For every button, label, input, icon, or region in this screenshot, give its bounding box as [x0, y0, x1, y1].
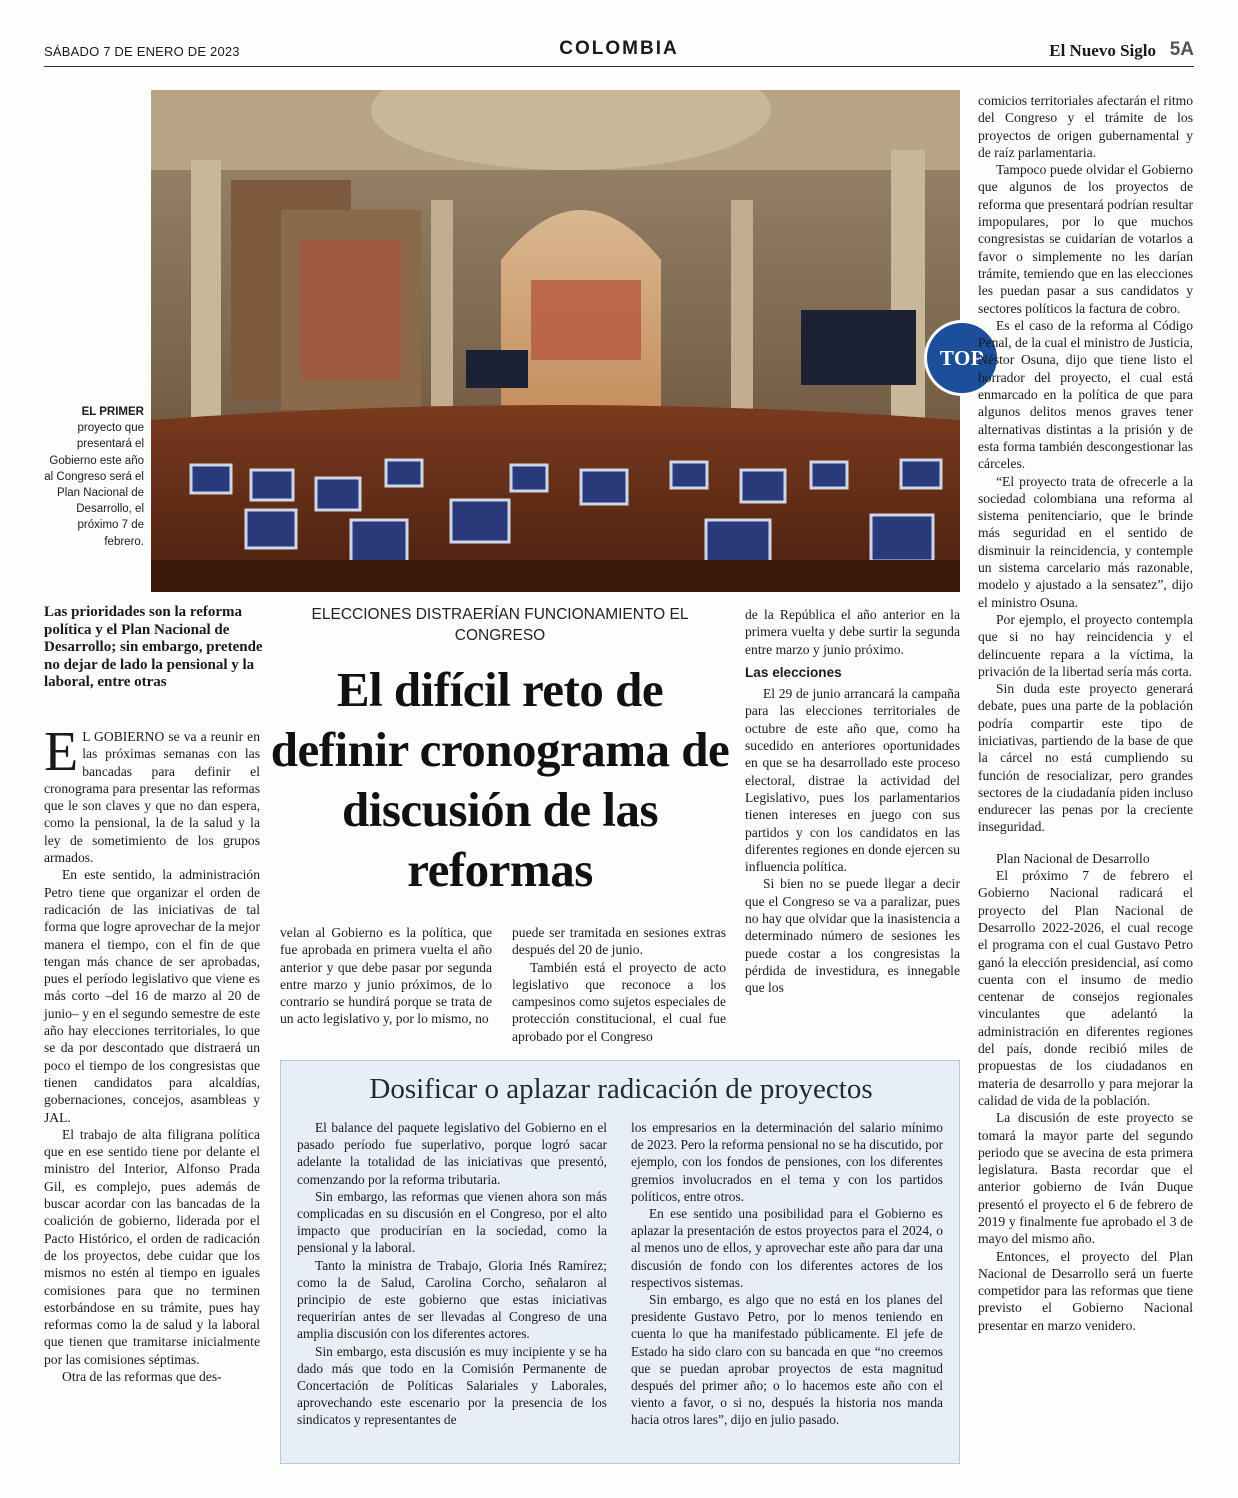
sidebar-column-right	[631, 1119, 943, 1429]
paragraph: Tampoco puede olvidar el Gobierno que algunos de los proyectos de reforma que presentará podrían resultar impopulares, por lo que muchos congresistas se cuidarían de votarlos a favor o simplemente no les darían trámite, temiendo que en las elecciones les puedan pasar a sus candidatos y sectores políticos la factura de cobro.	[978, 162, 1193, 316]
subhead-plan-nacional: Plan Nacional de Desarrollo	[996, 850, 1150, 866]
page-number: 5A	[1169, 39, 1194, 60]
paragraph: Entonces, el proyecto del Plan Nacional de Desarrollo será un fuerte competidor para las reformas que tiene previsto el Gobierno Nacional presentar en marzo venidero.	[978, 1248, 1193, 1333]
kicker: ELECCIONES DISTRAERÍAN FUNCIONAMIENTO EL CONGRESO	[311, 606, 689, 644]
sidebar-column-left	[297, 1119, 607, 1429]
column-2	[280, 924, 492, 1028]
header-rule	[44, 66, 1194, 67]
sidebar-box-title: Dosificar o aplazar radicación de proyectos	[369, 1073, 873, 1105]
paragraph: “El proyecto trata de ofrecerle a la sociedad colombiana una reforma al sistema penitenciario, que le brinde más seguridad en el sentido de disminuir la reincidencia, y contemple un sistema carcelario más razonable, modelo y ajustado a la sensatez”, dijo el ministro Osuna.	[978, 473, 1193, 610]
paragraph: Tanto la ministra de Trabajo, Gloria Inés Ramírez; como la de Salud, Carolina Corcho, señalaron al principio de este gobierno que estas iniciativas requerirían antes de ser llevadas al Congreso de una amplia discusión con los diferentes actores.	[297, 1257, 607, 1342]
sidebar-box	[280, 1060, 960, 1464]
section-title: COLOMBIA	[559, 38, 679, 59]
paragraph: puede ser tramitada en sesiones extras después del 20 de junio.	[512, 925, 726, 958]
paragraph: El 29 de junio arrancará la campaña para las elecciones territoriales de octubre de este año que, como ha sucedido en anteriores oportunidades en que se ha desarrollado este proceso electoral, distrae la actividad del Legislativo, pues los parlamentarios tienen intereses en juego con sus partidos y con los candidatos en las diferentes regiones en donde ejercen su influencia política.	[745, 686, 960, 875]
issue-date: SÁBADO 7 DE ENERO DE 2023	[44, 44, 240, 59]
paragraph: Sin embargo, esta discusión es muy incipiente y se ha dado más que todo en la Comisión Permanente de Concertación de Políticas Salariales y Laborales, aprovechando este escenario por la presencia de los sindicatos y representantes de	[297, 1343, 607, 1428]
dropcap: E	[44, 721, 79, 783]
paragraph: Sin duda este proyecto generará debate, pues una parte de la población podría compartir este tipo de iniciativas, partiendo de la base de que la cárcel no está cumpliendo su función de resocializar, pero grandes sectores de la ciudadanía piden incluso endurecer las penas por la creciente inseguridad.	[978, 681, 1193, 835]
paragraph: velan al Gobierno es la política, que fue aprobada en primera vuelta el año anterior y que debe pasar por segunda entre marzo y junio próximos, de lo contrario se hundirá porque se trata de un acto legislativo y, por lo mismo, no	[280, 925, 492, 1027]
headline: El difícil reto de definir cronograma de discusión de las reformas	[270, 662, 730, 897]
congress-photo	[151, 90, 960, 592]
paragraph: El balance del paquete legislativo del Gobierno en el pasado período fue superlativo, porque logró sacar adelante la totalidad de las iniciativas que presentó, comenzando por la reforma tributaria.	[297, 1120, 607, 1187]
column-3	[512, 924, 726, 1045]
paragraph: En ese sentido una posibilidad para el Gobierno es aplazar la presentación de estos proyectos para el 2024, o al menos uno de ellos, y aprovechar este año para dar una discusión de fondo con los diferentes actores de los respectivos sistemas.	[631, 1206, 943, 1290]
paragraph: de la República el año anterior en la primera vuelta y debe surtir la segunda entre marzo y junio próximo.	[745, 607, 960, 657]
paragraph: Es el caso de la reforma al Código Penal, de la cual el ministro de Justicia, Néstor Osuna, dijo que tiene listo el borrador del proyecto, el cual está enmarcado en la política de que para algunos delitos menos graves tener alternativas distintas a la prisión y de esta forma también descongestionar las cárceles.	[978, 317, 1193, 472]
article-summary: Las prioridades son la reforma política y el Plan Nacional de Desarrollo; sin embargo, pretende no dejar de lado la pensional y la laboral, entre otras	[44, 604, 263, 690]
paragraph: Sin embargo, las reformas que vienen ahora son más complicadas en su discusión en el Congreso, por el alto impacto que producirían en la sociedad, como la pensional y la laboral.	[297, 1188, 607, 1256]
paragraph: El próximo 7 de febrero el Gobierno Nacional radicará el proyecto del Plan Nacional de Desarrollo 2022-2026, el cual recoge el programa con el cual Gustavo Petro ganó la elección presidencial, así como cuenta con el insumo de medio centenar de consejos regionales vinculantes que adelantó la administración en diferentes regiones del país, donde recibió miles de propuestas de los ciudadanos en materia de desarrollo y para mejorar la calidad de vida de la población.	[978, 868, 1193, 1108]
column-1	[44, 721, 260, 1385]
paragraph: los empresarios en la determinación del salario mínimo de 2023. Pero la reforma pensional no se ha discutido, por ejemplo, con los fondos de pensiones, con los diferentes gremios involucrados en el tema y con los partidos políticos, entre otros.	[631, 1120, 943, 1204]
subhead-elecciones: Las elecciones	[745, 664, 842, 680]
photo-caption	[44, 404, 144, 550]
top-badge-label: TOP	[927, 323, 997, 393]
paragraph: También está el proyecto de acto legislativo que reconoce a los campesinos como sujetos especiales de protección constitucional, el cual fue aprobado por el Congreso	[512, 959, 726, 1044]
caption-lead: EL PRIMER	[81, 406, 144, 418]
paragraph: E L GOBIERNO se va a reunir en las próximas semanas con las bancadas para definir el cronograma para presentar las reformas que le son claves y que no dan espera, como la pensional, la de la salud y la ley de sometimiento de los grupos armados.	[44, 721, 260, 866]
column-4	[745, 606, 960, 997]
newspaper-name: El Nuevo Siglo	[1049, 41, 1156, 60]
paragraph: El trabajo de alta filigrana política que en ese sentido tiene por delante el ministro del Interior, Alfonso Prada Gil, es complejo, pues además de buscar acordar con las bancadas de la coalición de gobierno, liderada por el Pacto Histórico, el orden de radicación de los proyectos, debe cuidar que los mismos no estén al tiempo en iguales comisiones para que no terminen estorbándose en su trámite, pues hay reformas como la de salud y la laboral que tienen que tramitarse inicialmente por las comisiones séptimas.	[44, 1126, 260, 1367]
paragraph: La discusión de este proyecto se tomará la mayor parte del segundo periodo que se avecina de esta primera legislatura. Basta recordar que el anterior gobierno de Iván Duque presentó el proyecto el 6 de febrero de 2019 y finalmente fue aprobado el 3 de mayo del mismo año.	[978, 1110, 1193, 1247]
paragraph: Otra de las reformas que des-	[62, 1368, 222, 1384]
paragraph: Sin embargo, es algo que no está en los planes del presidente Gustavo Petro, por lo menos teniendo en cuenta lo que ha manifestado públicamente. El jefe de Estado ha sido claro con su bancada en que “no creemos que se puedan aprobar proyectos de esta magnitud después del primer año; o lo hacemos este año con el viento a favor, o si no, después la historia nos manda hacia otros lares”, dijo en julio pasado.	[631, 1292, 943, 1428]
caption-text: proyecto que presentará el Gobierno este año al Congreso será el Plan Nacional de Desarrollo, el próximo 7 de febrero.	[44, 422, 144, 548]
paragraph: Si bien no se puede llegar a decir que el Congreso se va a paralizar, pues no hay que olvidar que la inasistencia a determinado número de sesiones les puede costar a los congresistas la pérdida de investidura, es innegable que los	[745, 876, 960, 996]
paragraph: Por ejemplo, el proyecto contempla que si no hay reincidencia y el delincuente repara a la víctima, la privación de la libertad sería más corta.	[978, 611, 1193, 679]
paragraph: comicios territoriales afectarán el ritmo del Congreso y el trámite de los proyectos de origen gubernamental y de raíz parlamentaria.	[978, 93, 1193, 160]
paragraph: En este sentido, la administración Petro tiene que organizar el orden de radicación de las iniciativas de tal forma que logre aprovechar de la mejor manera el tiempo, con el fin de que tengan más chance de ser aprobadas, pues el período legislativo que viene es más corto –del 16 de marzo al 20 de junio– y en el segundo semestre de este año hay elecciones territoriales, lo que se da por descontado que distraerá un poco el tiempo de los congresistas que tienen candidatos para alcaldías, gobernaciones, concejos, asambleas y JAL.	[44, 867, 260, 1125]
column-5	[978, 92, 1193, 1334]
